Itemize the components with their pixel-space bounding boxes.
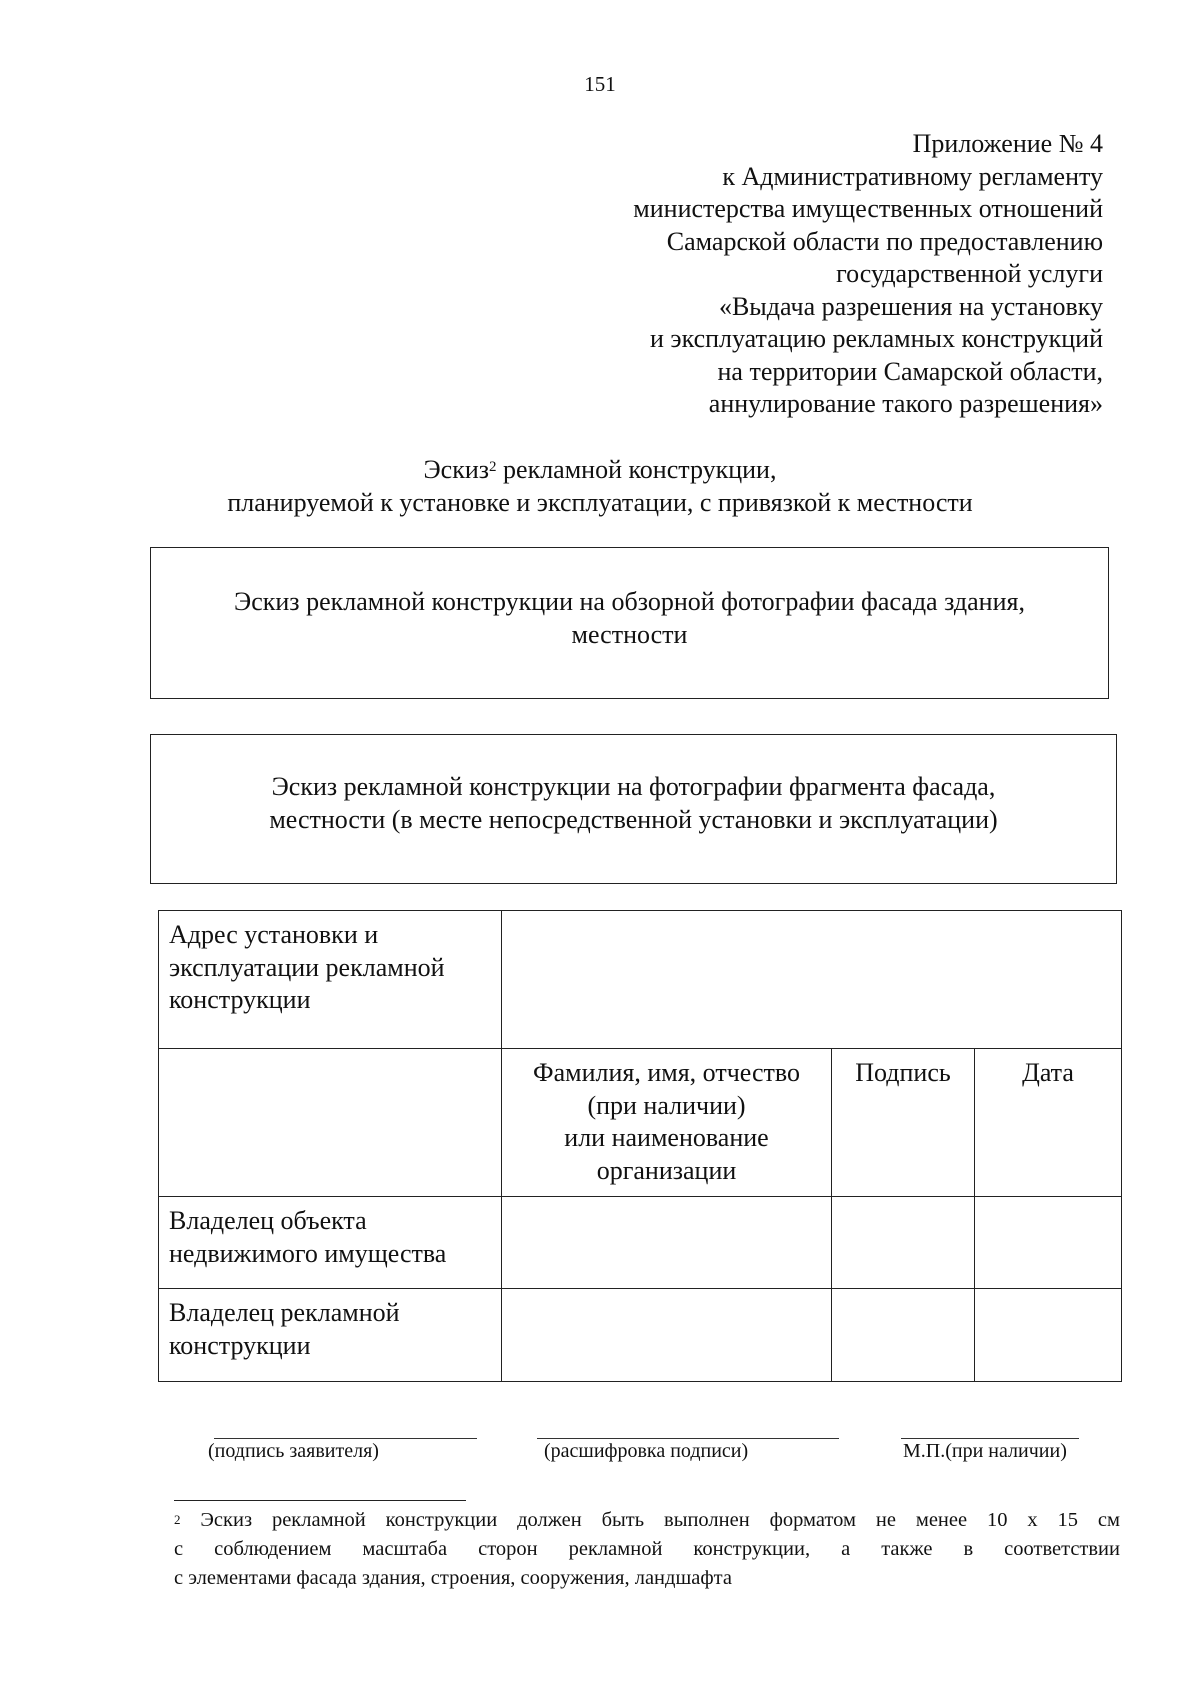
appendix-line: «Выдача разрешения на установку (718, 291, 1103, 321)
appendix-header (403, 128, 1103, 421)
row-label-cell: Владелец рекламной конструкции (159, 1289, 502, 1382)
table-row-header (159, 1049, 1122, 1197)
row-label-cell: Владелец объекта недвижимого имущества (159, 1197, 502, 1289)
appendix-line: министерства имущественных отношений (633, 194, 1103, 223)
row-name-cell[interactable] (502, 1197, 832, 1289)
signature-decoding-caption: (расшифровка подписи) (544, 1440, 749, 1462)
footnote-mark: 2 (174, 1512, 181, 1527)
appendix-line: государственной услуги (836, 259, 1103, 288)
footnote-line-1: $^2$ Эскиз рекламной конструкции должен быть выполнен форматом не менее 10 х 15 см (174, 1509, 1120, 1531)
page-number: 151 (584, 72, 616, 96)
footnote (174, 1506, 1120, 1593)
row-signature-cell[interactable] (832, 1289, 975, 1382)
footnote-line-3: с элементами фасада здания, строения, сооружения, ландшафта (174, 1567, 732, 1589)
title-footnote-mark: 2 (489, 459, 497, 475)
box2-line-2: местности (в месте непосредственной установки и эксплуатации) (269, 805, 998, 834)
document-title (0, 453, 1200, 519)
applicant-signature-line[interactable] (214, 1438, 477, 1439)
box2-line-1: Эскиз рекламной конструкции на фотографии фрагмента фасада, (271, 772, 996, 801)
row-signature-cell[interactable] (832, 1197, 975, 1289)
title-line-1-rest: рекламной конструкции, (496, 455, 777, 484)
appendix-line: Самарской области по предоставлению (666, 226, 1103, 256)
box1-line-1: Эскиз рекламной конструкции на обзорной фотографии фасада здания, (234, 587, 1025, 616)
header-empty-cell (159, 1049, 502, 1197)
row-date-cell[interactable] (975, 1289, 1122, 1382)
stamp-line[interactable] (901, 1438, 1079, 1439)
title-word: Эскиз (423, 455, 490, 484)
fragment-photo-sketch-box (150, 734, 1117, 884)
construction-info-table (158, 910, 1122, 1382)
title-line-1 (0, 453, 1200, 486)
footnote-divider (174, 1500, 466, 1501)
row-date-cell[interactable] (975, 1197, 1122, 1289)
box1-line-2: местности (571, 620, 688, 649)
signature-decoding-line[interactable] (537, 1438, 839, 1439)
address-label-cell: Адрес установки и эксплуатации рекламной конструкции (159, 911, 502, 1049)
row-name-cell[interactable] (502, 1289, 832, 1382)
table-row (159, 1197, 1122, 1289)
appendix-line: Приложение № 4 (912, 129, 1103, 158)
header-signature-cell: Подпись (832, 1049, 975, 1197)
title-line-2: планируемой к установке и эксплуатации, с привязкой к местности (227, 488, 973, 517)
footnote-line-2: с соблюдением масштаба сторон рекламной конструкции, а также в соответствии (174, 1538, 1120, 1560)
table-row-address (159, 911, 1122, 1049)
applicant-signature-caption: (подпись заявителя) (208, 1440, 379, 1462)
appendix-line: к Административному регламенту (722, 161, 1103, 191)
address-value-cell[interactable] (502, 911, 1122, 1049)
overview-photo-sketch-box (150, 547, 1109, 699)
appendix-line: аннулирование такого разрешения» (708, 389, 1103, 418)
stamp-caption: М.П.(при наличии) (903, 1440, 1067, 1462)
table-row (159, 1289, 1122, 1382)
header-date-cell: Дата (975, 1049, 1122, 1197)
appendix-line: на территории Самарской области, (717, 356, 1103, 386)
appendix-line: и эксплуатацию рекламных конструкций (650, 324, 1103, 353)
header-name-cell: Фамилия, имя, отчество (при наличии) или наименование организации (502, 1049, 832, 1197)
